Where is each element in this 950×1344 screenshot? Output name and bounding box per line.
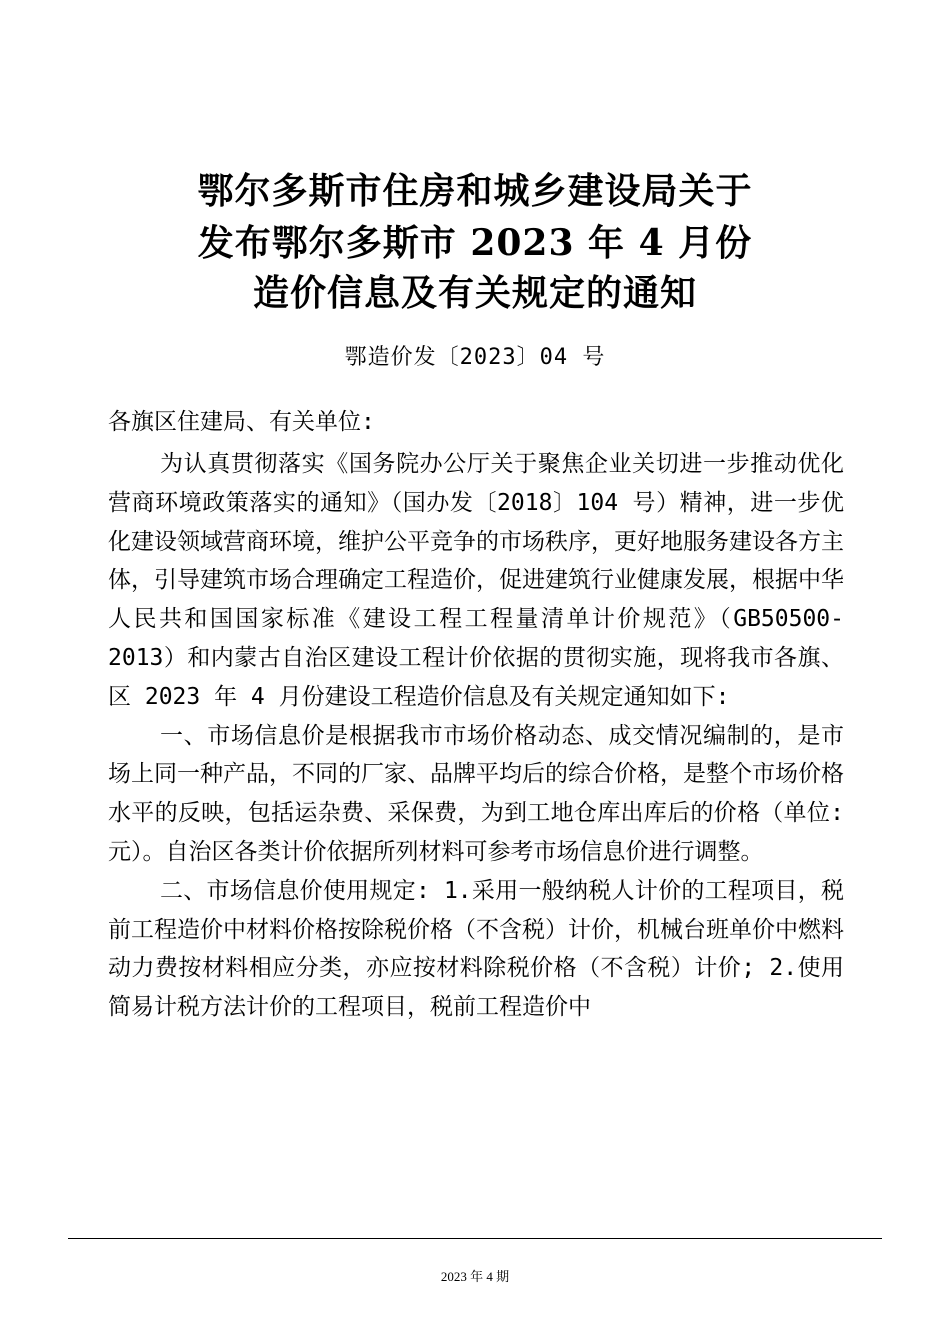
paragraph-intro: 为认真贯彻落实《国务院办公厅关于聚焦企业关切进一步推动优化营商环境政策落实的通知》（国办发〔2018〕104 号）精神，进一步优化建设领域营商环境，维护公平竞争的市场秩序，更好地服务建设各方主体，引导建筑市场合理确定工程造价，促进建筑行业健康发展，根据中华人民共和国国家标准《建设工程工程量清单计价规范》（GB50500-2013）和内蒙古自治区建设工程计价依据的贯彻实施，现将我市各旗、区 2023 年 4 月份建设工程造价信息及有关规定通知如下: [108,451,844,710]
document-title-line-1: 鄂尔多斯市住房和城乡建设局关于 [197,170,753,212]
document-title-line-2: 发布鄂尔多斯市 2023 年 4 月份 [197,222,753,264]
footer-divider [68,1238,882,1239]
body-paragraphs [108,445,844,1027]
salutation: 各旗区住建局、有关单位: [108,409,375,435]
paragraph-item-2: 二、市场信息价使用规定: 1.采用一般纳税人计价的工程项目，税前工程造价中材料价格按除税价格（不含税）计价，机械台班单价中燃料动力费按材料相应分类，亦应按材料除税价格（不含税）计价; 2.使用简易计税方法计价的工程项目，税前工程造价中 [108,877,844,1021]
document-title-line-3: 造价信息及有关规定的通知 [252,272,697,314]
document-number: 鄂造价发〔2023〕04 号 [344,345,606,370]
paragraph-item-1: 一、市场信息价是根据我市市场价格动态、成交情况编制的，是市场上同一种产品，不同的厂家、品牌平均后的综合价格，是整个市场价格水平的反映，包括运杂费、采保费，为到工地仓库出库后的价格（单位: 元）。自治区各类计价依据所列材料可参考市场信息价进行调整。 [108,722,844,865]
footer-issue-label: 2023 年 4 期 [440,1269,510,1284]
